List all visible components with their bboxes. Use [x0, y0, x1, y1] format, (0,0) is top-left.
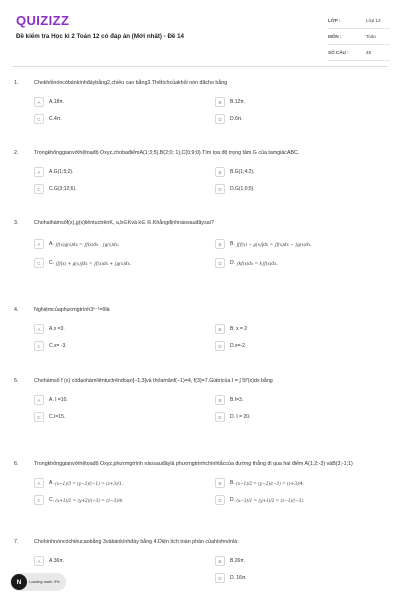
meta-value: 48 — [366, 50, 372, 55]
question-5 — [14, 378, 386, 423]
option-text: A.G(1;5;2). — [49, 169, 74, 175]
question-number: 7. — [14, 539, 19, 545]
option-a[interactable] — [34, 477, 215, 489]
question-number: 3. — [14, 220, 19, 226]
page-header — [0, 0, 400, 66]
option-formula: ∫[f(x) + g(x)]dx = ∫f(x)dx + ∫g(x)dx. — [55, 260, 132, 266]
option-letter: C — [34, 184, 44, 194]
question-number: 6. — [14, 461, 19, 467]
option-formula: (x−1)/2 = (y−2)/(−3) = (z+3)/4. — [236, 480, 305, 486]
question-header — [14, 461, 386, 468]
option-letter: B — [215, 478, 225, 488]
option-formula: ∫[f(x) − g(x)]dx = ∫f(x)dx − ∫g(x)dx. — [236, 241, 312, 247]
answer-options — [34, 323, 386, 352]
option-b[interactable] — [215, 238, 396, 250]
option-letter: C — [34, 114, 44, 124]
option-b[interactable] — [215, 394, 396, 406]
question-2 — [14, 150, 386, 195]
option-d[interactable] — [215, 572, 396, 584]
question-number: 5. — [14, 378, 19, 384]
option-d[interactable] — [215, 257, 396, 269]
question-3 — [14, 220, 386, 269]
meta-row-count — [328, 45, 390, 61]
loading-status: Loading math: 9% — [29, 580, 60, 584]
option-text: B. x = 2 — [230, 326, 248, 332]
option-text: B.G(1;4;2). — [230, 169, 255, 175]
question-header — [14, 307, 386, 314]
question-text: Chohàmsố f (x) cóđạohàmliêntụctrênđoạn[−1;3]và thỏamãnf(−1)=4, f(3)=7.Giátrịcủa I = ∫ 5f′(x)dx bằng — [34, 378, 273, 384]
option-b[interactable] — [215, 477, 396, 489]
option-letter: A — [34, 556, 44, 566]
option-letter: A — [34, 239, 44, 249]
option-d[interactable] — [215, 113, 396, 125]
question-header — [14, 220, 386, 227]
meta-row-subject — [328, 29, 390, 45]
option-text: A. I =10. — [49, 397, 68, 403]
question-text: Nghiệmcủaphươngtrình3ˣ⁻¹=9là — [34, 307, 110, 313]
option-letter: B — [215, 239, 225, 249]
option-letter: B — [215, 556, 225, 566]
option-text: D. 16π. — [230, 575, 247, 581]
option-text: A.18π. — [49, 99, 65, 105]
option-letter: B — [215, 395, 225, 405]
option-letter: D — [215, 114, 225, 124]
option-c[interactable] — [34, 411, 215, 423]
option-c[interactable] — [34, 494, 215, 506]
option-a[interactable] — [34, 238, 215, 250]
option-text: B. — [230, 241, 235, 247]
option-text: B.12π. — [230, 99, 246, 105]
option-letter: A — [34, 167, 44, 177]
meta-key: MÔN : — [328, 34, 342, 39]
option-text: D.6π. — [230, 116, 243, 122]
question-text: Trongkhônggianvớihệtọađộ Oxyz,phươngtrình nàosauđâylà phươngtrìnhchínhtắccủa đường thẳng đi qua hai điểm A(1;2;-3) vàB(3;-1;1) — [34, 461, 353, 467]
question-number: 1. — [14, 80, 19, 86]
option-b[interactable] — [215, 166, 396, 178]
brand-logo[interactable]: QUIZIZZ — [16, 13, 70, 28]
question-4 — [14, 307, 386, 352]
option-text: C. — [49, 260, 54, 266]
option-d[interactable] — [215, 340, 396, 352]
option-formula: (x−3)/1 = (y+1)/2 = (z−1)/(−3). — [236, 497, 305, 503]
loading-badge[interactable] — [10, 573, 66, 591]
answer-options — [34, 555, 386, 584]
question-text: Chohaihàmsốf(x),g(x)liêntụctrênK, a,b∈Kvà k∈ ℝ.Khẳngđịnhnàosauđâysai? — [34, 220, 214, 226]
meta-value: Toán — [366, 34, 376, 39]
meta-row-class — [328, 13, 390, 29]
question-text: Chokhốinóncóbánkínhđáybằng2,chiều cao bằng3.Thểtíchcủakhối nón đãcho bằng — [34, 80, 228, 86]
option-text: C. — [49, 497, 54, 503]
option-b[interactable] — [215, 323, 396, 335]
option-letter: C — [34, 258, 44, 268]
page-title: Đề kiểm tra Học kì 2 Toán 12 có đáp án (Mới nhất) - Đề 14 — [16, 33, 184, 40]
option-formula: ∫kf(x)dx = k∫f(x)dx. — [236, 260, 278, 266]
option-d[interactable] — [215, 494, 396, 506]
option-letter: A — [34, 97, 44, 107]
option-text: C.G(3;12;6). — [49, 186, 77, 192]
option-letter: D — [215, 412, 225, 422]
option-b[interactable] — [215, 96, 396, 108]
option-formula: ∫f(x)g(x)dx = ∫f(x)dx . ∫g(x)dx. — [55, 241, 120, 247]
answer-options — [34, 166, 386, 195]
option-b[interactable] — [215, 555, 396, 567]
question-1 — [14, 80, 386, 125]
option-formula: (x−1)/3 = (y−2)/(−1) = (z+3)/1. — [55, 480, 124, 486]
option-text: A. — [49, 480, 54, 486]
option-a[interactable] — [34, 555, 215, 567]
option-letter: B — [215, 324, 225, 334]
option-letter: C — [34, 412, 44, 422]
option-text: D.x=-2. — [230, 343, 247, 349]
question-number: 2. — [14, 150, 19, 156]
option-letter: D — [215, 258, 225, 268]
option-text: C.x= -3. — [49, 343, 67, 349]
meta-key: LỚP : — [328, 18, 341, 23]
question-header — [14, 80, 386, 87]
option-text: C.4π. — [49, 116, 62, 122]
question-text: Trongkhônggianvớihệtoạđộ Oxyz,chobađiểmA(1;3;5),B(2;0; 1),C(0;9;0).Tìm tọa độ trọng tâm G của tamgiácABC. — [34, 150, 300, 156]
option-c[interactable] — [34, 257, 215, 269]
option-letter: B — [215, 97, 225, 107]
option-letter: D — [215, 341, 225, 351]
option-c[interactable] — [34, 340, 215, 352]
question-header — [14, 539, 386, 546]
meta-value: Lớp 12 — [366, 18, 381, 23]
option-d[interactable] — [215, 183, 396, 195]
option-letter: D — [215, 573, 225, 583]
option-a[interactable] — [34, 394, 215, 406]
question-header — [14, 378, 386, 385]
question-header — [14, 150, 386, 157]
option-text: D. — [230, 497, 235, 503]
option-letter: A — [34, 478, 44, 488]
option-a[interactable] — [34, 323, 215, 335]
option-text: C.I=15. — [49, 414, 66, 420]
option-text: B. — [230, 480, 235, 486]
question-number: 4. — [14, 307, 19, 313]
answer-options — [34, 394, 386, 423]
option-c[interactable] — [34, 183, 215, 195]
meta-key: SỐ CÂU : — [328, 50, 349, 55]
option-letter: C — [34, 341, 44, 351]
answer-options — [34, 477, 386, 506]
option-letter: A — [34, 395, 44, 405]
option-a[interactable] — [34, 96, 215, 108]
option-text: B.26π. — [230, 558, 246, 564]
option-letter: A — [34, 324, 44, 334]
option-letter: B — [215, 167, 225, 177]
option-text: D. I = 20. — [230, 414, 251, 420]
option-letter: C — [34, 495, 44, 505]
option-a[interactable] — [34, 166, 215, 178]
answer-options — [34, 238, 386, 269]
option-text: A.x =3. — [49, 326, 65, 332]
option-text: B.I=3. — [230, 397, 244, 403]
option-text: D.G(1;0;5). — [230, 186, 255, 192]
header-divider — [12, 66, 388, 67]
question-text: Chohìnhnóncóchiềucaobằng 3vàbánkínhđáy bằng 4.Diện tích toàn phần củahìnhnónlà: — [34, 539, 239, 545]
n-logo-icon: N — [11, 574, 27, 590]
option-d[interactable] — [215, 411, 396, 423]
question-6 — [14, 461, 386, 506]
option-text: A.36π. — [49, 558, 65, 564]
meta-table — [328, 13, 390, 61]
question-7 — [14, 539, 386, 584]
option-text: D. — [230, 260, 235, 266]
option-letter: D — [215, 184, 225, 194]
option-formula: (x+1)/2 = (y+2)/(−3) = (z−3)/4. — [55, 497, 124, 503]
answer-options — [34, 96, 386, 125]
option-letter: D — [215, 495, 225, 505]
option-c[interactable] — [34, 113, 215, 125]
option-text: A. — [49, 241, 54, 247]
